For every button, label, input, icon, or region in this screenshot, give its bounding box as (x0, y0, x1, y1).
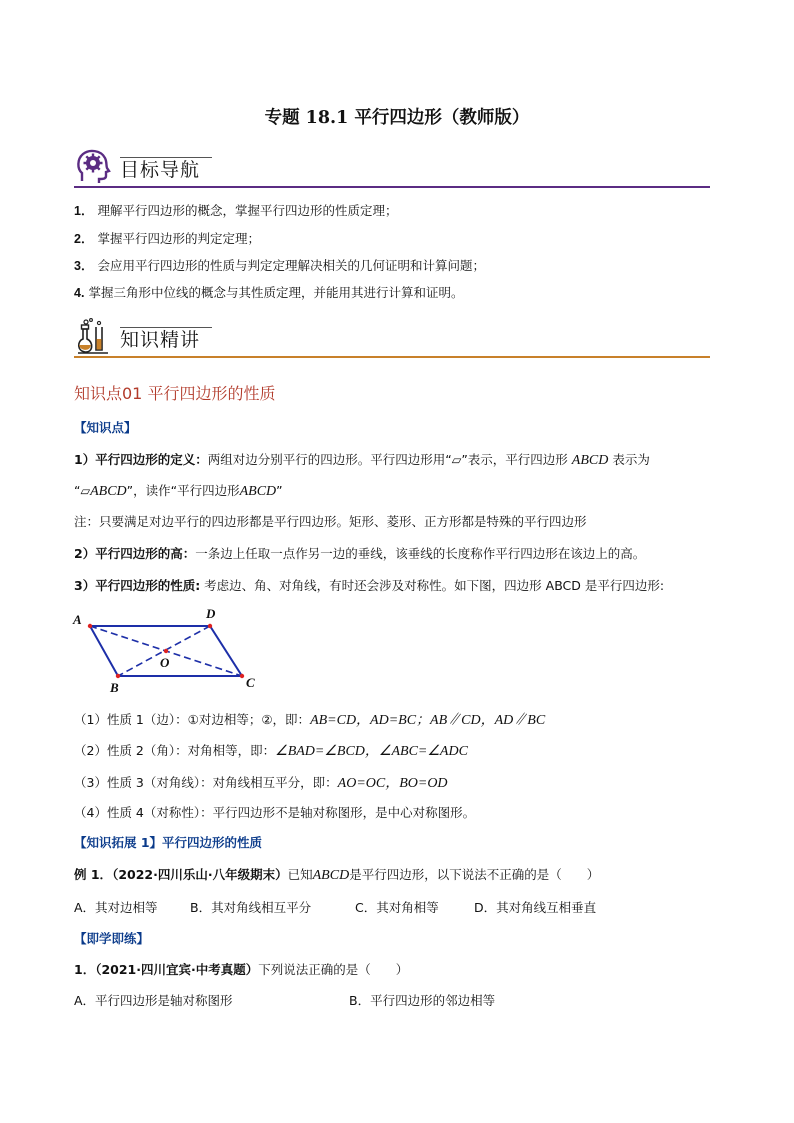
definition-line-1: 1）平行四边形的定义：两组对边分别平行的四边形。平行四边形用“▱”表示，平行四边形 ABCD 表示为 (74, 452, 650, 468)
property-item: （1）性质 1（边）：①对边相等；②，即：AB=CD，AD=BC；AB∥CD，AD∥BC (74, 712, 546, 728)
definition-line-2: “▱ABCD”，读作“平行四边形ABCD” (74, 483, 283, 499)
section-divider (74, 186, 710, 188)
vertex-label-b: B (110, 680, 119, 695)
vertex-label-d: D (206, 606, 216, 621)
properties-intro: 3）平行四边形的性质: 考虑边、角、对角线，有时还会涉及对称性。如下图，四边形 ABCD 是平行四边形: (74, 578, 665, 593)
property-item: （2）性质 2（角）：对角相等，即：∠BAD=∠BCD，∠ABC=∠ADC (74, 743, 468, 759)
brain-gear-icon (74, 147, 112, 185)
option-d: D．其对角线互相垂直 (474, 900, 597, 915)
goal-item: 2． 掌握平行四边形的判定定理； (74, 231, 260, 246)
example-question: 例 1．（2022·四川乐山·八年级期末）已知ABCD是平行四边形，以下说法不正确的是（ ） (74, 867, 600, 883)
goal-item: 4. 掌握三角形中位线的概念与其性质定理，并能用其进行计算和证明。 (74, 285, 464, 300)
note-line: 注：只要满足对边平行的四边形都是平行四边形。矩形、菱形、正方形都是特殊的平行四边形 (74, 514, 587, 529)
property-item: （3）性质 3（对角线）：对角线相互平分，即：AO=OC，BO=OD (74, 775, 448, 791)
section-title: 目标导航 (120, 159, 201, 181)
height-line: 2）平行四边形的高：一条边上任取一点作另一边的垂线，该垂线的长度称作平行四边形在该边上的高。 (74, 546, 646, 561)
knowledge-point-title: 知识点01 平行四边形的性质 (74, 384, 276, 403)
option-a: A．其对边相等 (74, 900, 158, 915)
section-header-knowledge (74, 318, 710, 358)
section-title: 知识精讲 (120, 329, 201, 351)
option-a: A．平行四边形是轴对称图形 (74, 993, 233, 1008)
extension-label: 【知识拓展 1】平行四边形的性质 (74, 835, 263, 850)
goal-item: 1． 理解平行四边形的概念，掌握平行四边形的性质定理； (74, 203, 398, 218)
option-c: C．其对角相等 (355, 900, 439, 915)
goal-item: 3． 会应用平行四边形的性质与判定定理解决相关的几何证明和计算问题； (74, 258, 485, 273)
parallelogram-figure (70, 604, 270, 696)
section-divider (74, 356, 710, 358)
practice-question: 1．（2021·四川宜宾·中考真题）下列说法正确的是（ ） (74, 962, 409, 977)
bracket-label: 【知识点】 (74, 420, 137, 435)
page-title: 专题 18.1 平行四边形（教师版） (264, 108, 530, 128)
vertex-label-o: O (160, 655, 170, 670)
flask-icon (74, 317, 112, 355)
practice-label: 【即学即练】 (74, 931, 150, 946)
option-b: B．其对角线相互平分 (190, 900, 312, 915)
vertex-label-a: A (73, 612, 82, 627)
option-b: B．平行四边形的邻边相等 (349, 993, 496, 1008)
property-item: （4）性质 4（对称性）：平行四边形不是轴对称图形，是中心对称图形。 (74, 805, 476, 820)
section-header-goals (74, 148, 710, 188)
vertex-label-c: C (246, 675, 255, 690)
